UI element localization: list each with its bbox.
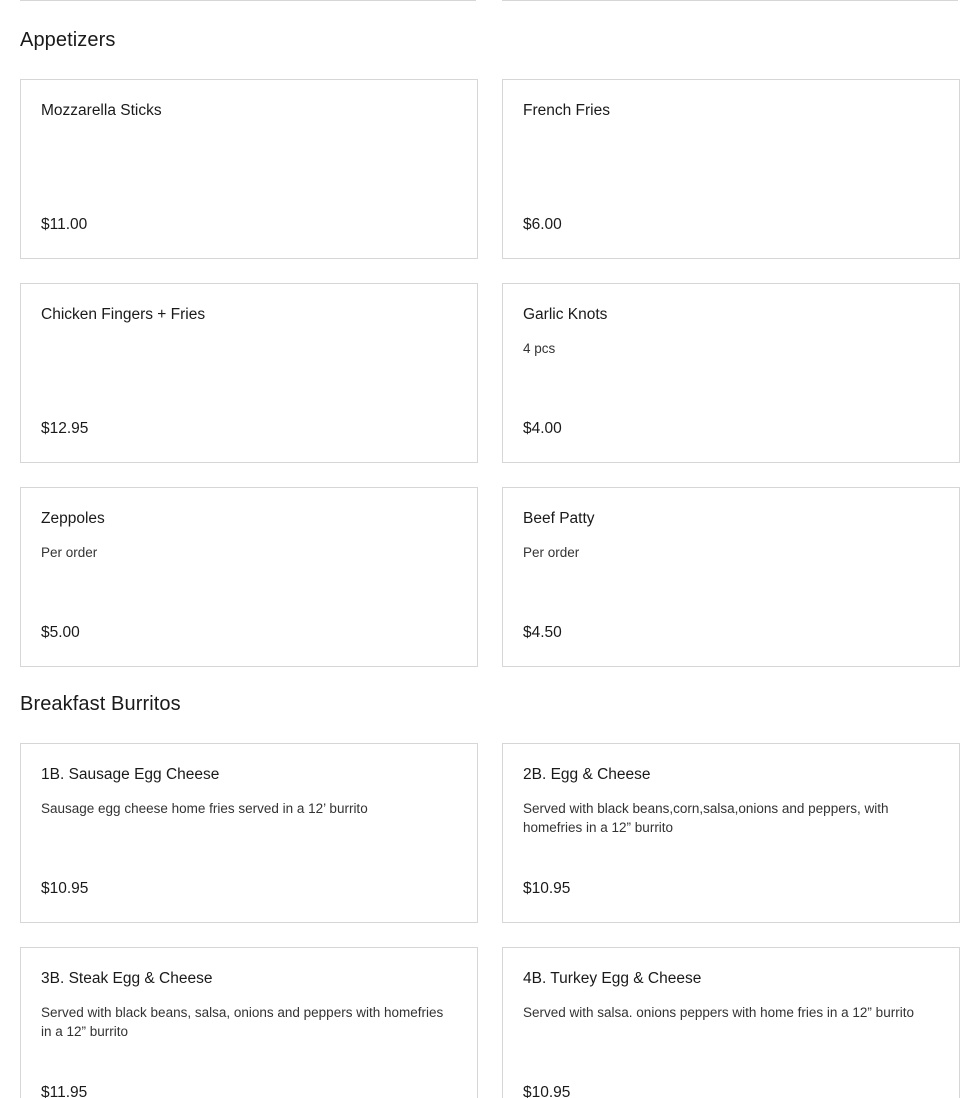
- menu-item-card[interactable]: [20, 0, 476, 1]
- item-description: Per order: [523, 545, 580, 560]
- menu-item-card[interactable]: [20, 283, 478, 463]
- item-name: Beef Patty: [523, 510, 595, 527]
- item-name: Chicken Fingers + Fries: [41, 306, 206, 323]
- menu-item-card[interactable]: [20, 743, 478, 923]
- item-description: Sausage egg cheese home fries served in a 12’ burrito: [41, 801, 368, 816]
- menu-item-card[interactable]: [502, 0, 958, 1]
- previous-section-cards: [20, 0, 960, 2]
- menu-item-card[interactable]: [502, 487, 960, 667]
- item-description: Served with salsa. onions peppers with home fries in a 12” burrito: [523, 1005, 914, 1020]
- item-price: $6.00: [523, 216, 562, 233]
- item-description: 4 pcs: [523, 341, 556, 356]
- section-title-breakfast-burritos: Breakfast Burritos: [20, 693, 181, 715]
- item-price: $10.95: [523, 880, 571, 897]
- item-price: $10.95: [41, 880, 89, 897]
- item-name: Mozzarella Sticks: [41, 102, 162, 119]
- item-name: 1B. Sausage Egg Cheese: [41, 766, 220, 783]
- menu-item-card[interactable]: [20, 79, 478, 259]
- item-price: $5.00: [41, 624, 80, 641]
- menu-item-card[interactable]: [20, 947, 478, 1098]
- item-price: $10.95: [523, 1084, 571, 1098]
- item-price: $12.95: [41, 420, 89, 437]
- item-name: 3B. Steak Egg & Cheese: [41, 970, 213, 987]
- item-name: Zeppoles: [41, 510, 105, 527]
- item-description: Served with black beans, salsa, onions and peppers with homefries in a 12” burrito: [41, 1005, 444, 1039]
- section-title-appetizers: Appetizers: [20, 29, 116, 51]
- item-price: $11.00: [41, 216, 88, 233]
- item-price: $4.00: [523, 420, 562, 437]
- menu-item-card[interactable]: [502, 79, 960, 259]
- menu-item-card[interactable]: [502, 947, 960, 1098]
- item-name: French Fries: [523, 102, 610, 119]
- menu-item-card[interactable]: [502, 283, 960, 463]
- item-price: $4.50: [523, 624, 562, 641]
- item-description: Per order: [41, 545, 98, 560]
- menu-item-card[interactable]: [20, 487, 478, 667]
- item-name: 2B. Egg & Cheese: [523, 766, 651, 783]
- menu-item-card[interactable]: [502, 743, 960, 923]
- item-name: 4B. Turkey Egg & Cheese: [523, 970, 702, 987]
- item-name: Garlic Knots: [523, 306, 608, 323]
- item-description: Served with black beans,corn,salsa,onions and peppers, with homefries in a 12” burrito: [523, 801, 889, 835]
- item-price: $11.95: [41, 1084, 88, 1098]
